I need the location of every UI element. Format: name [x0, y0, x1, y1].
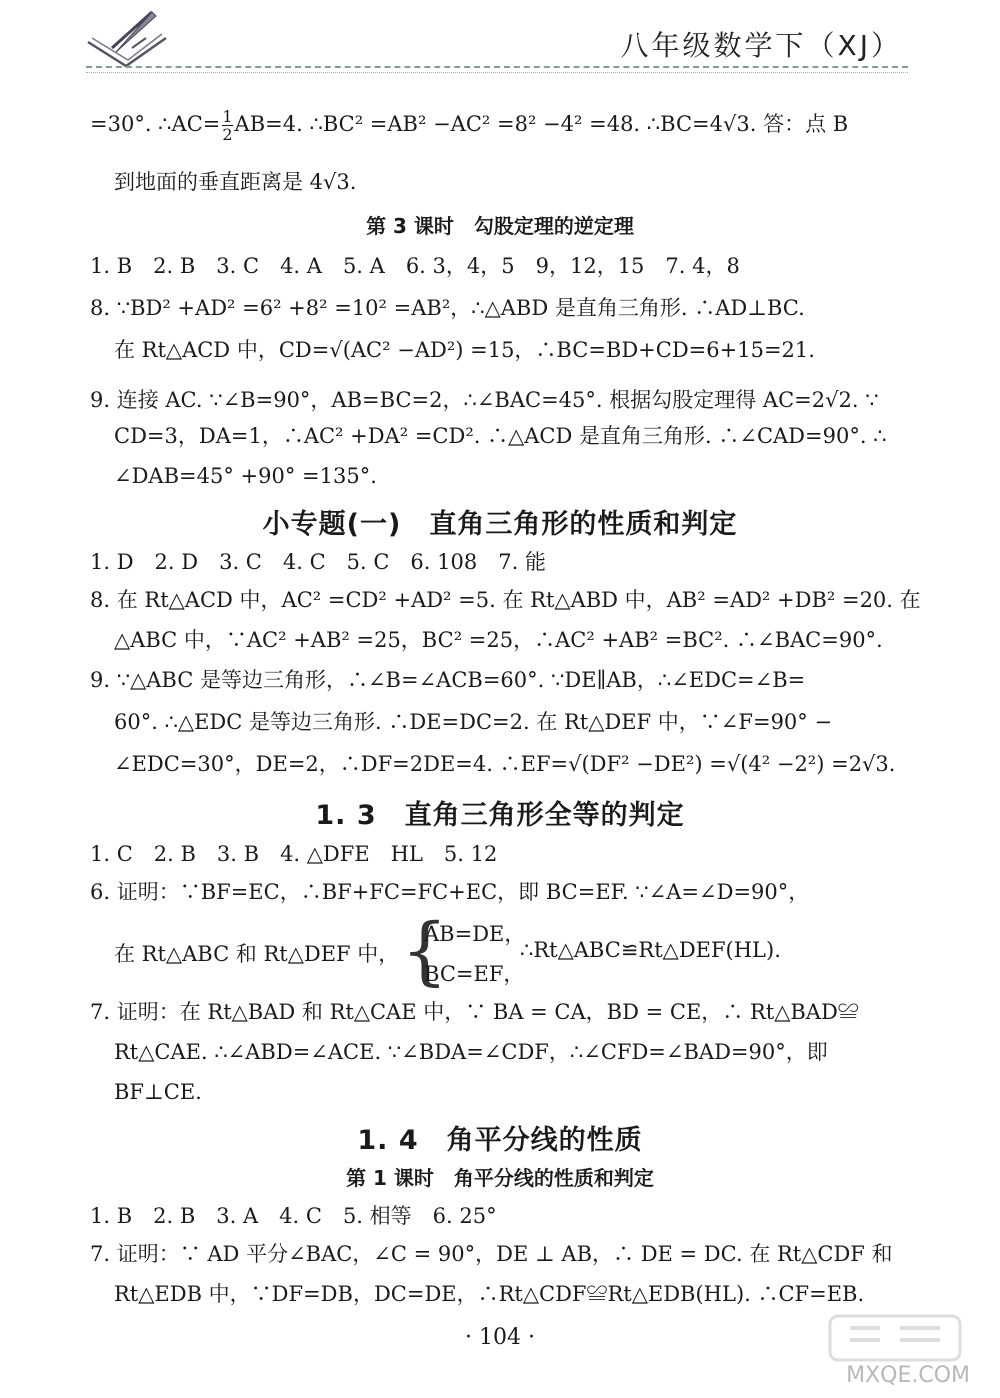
- answer-7: 7. 证明：∵ AD 平分∠BAC，∠C = 90°，DE ⊥ AB，∴ DE = DC. 在 Rt△CDF 和: [90, 1242, 893, 1266]
- answer-9-cont1: 60°. ∴△EDC 是等边三角形. ∴DE=DC=2. 在 Rt△DEF 中，∵∠F=90° −: [114, 710, 833, 734]
- header-divider-dotted: [86, 72, 908, 73]
- pencil-ruler-icon: [82, 8, 172, 72]
- answer-choice-line: 1. C 2. B 3. B 4. △DFE HL 5. 12: [90, 842, 498, 866]
- answer-choice-line: 1. B 2. B 3. A 4. C 5. 相等 6. 25°: [90, 1204, 497, 1228]
- page-number: · 104 ·: [465, 1325, 535, 1350]
- answer-8: 8. 在 Rt△ACD 中，AC² =CD² +AD² =5. 在 Rt△ABD 中，AB² =AD² +DB² =20. 在: [90, 588, 921, 612]
- answer-choice-line: 1. B 2. B 3. C 4. A 5. A 6. 3，4，5 9，12，15 7. 4，8: [90, 254, 740, 278]
- answer-9-cont1: CD=3，DA=1，∴AC² +DA² =CD². ∴△ACD 是直角三角形. ∴∠CAD=90°. ∴: [114, 424, 887, 448]
- answer-8-cont: 在 Rt△ACD 中，CD=√(AC² −AD²) =15，∴BC=BD+CD=6+15=21.: [114, 338, 815, 362]
- fraction-half: $\frac{1}{2}$: [222, 107, 233, 144]
- header-divider: [86, 66, 908, 68]
- answer-8-cont: △ABC 中，∵AC² +AB² =25，BC² =25，∴AC² +AB² =BC². ∴∠BAC=90°.: [114, 628, 883, 652]
- watermark-text: MXQE.COM: [846, 1363, 970, 1388]
- answer-9: 9. 连接 AC. ∵∠B=90°，AB=BC=2，∴∠BAC=45°. 根据勾股定理得 AC=2√2. ∵: [90, 388, 879, 412]
- brace-symbol: {: [401, 908, 449, 994]
- continued-solution-line-1: =30°. ∴AC= $\frac{1}{2}$ AB=4. ∴BC² =AB² −AC² =8² −4² =48. ∴BC=4√3. 答：点 B: [90, 107, 849, 144]
- section-title-1-4: 1. 4 角平分线的性质: [357, 1125, 643, 1156]
- answer-6: 6. 证明：∵BF=EC，∴BF+FC=FC+EC，即 BC=EF. ∵∠A=∠D=90°，: [90, 880, 810, 904]
- answer-9-cont2: ∠DAB=45° +90° =135°.: [114, 464, 377, 488]
- section-title-1-3: 1. 3 直角三角形全等的判定: [315, 800, 685, 831]
- book-title: 八年级数学下（XJ）: [620, 29, 902, 62]
- answer-9: 9. ∵△ABC 是等边三角形，∴∠B=∠ACB=60°. ∵DE∥AB，∴∠EDC=∠B=: [90, 668, 806, 692]
- continued-solution-line-2: 到地面的垂直距离是 4√3.: [114, 170, 357, 194]
- answer-7-cont: Rt△EDB 中，∵DF=DB，DC=DE，∴Rt△CDF≌Rt△EDB(HL). ∴CF=EB.: [114, 1282, 865, 1306]
- answer-6-cont: 在 Rt△ABC 和 Rt△DEF 中，: [114, 942, 400, 966]
- congruence-conclusion: ∴Rt△ABC≌Rt△DEF(HL).: [520, 938, 781, 962]
- section-title-lesson3: 第 3 课时 勾股定理的逆定理: [366, 214, 634, 238]
- page-header: [0, 0, 1000, 90]
- answer-7-cont1: Rt△CAE. ∴∠ABD=∠ACE. ∵∠BDA=∠CDF，∴∠CFD=∠BAD=90°，即: [114, 1040, 828, 1064]
- condition-bottom: BC=EF，: [424, 962, 525, 986]
- answer-choice-line: 1. D 2. D 3. C 4. C 5. C 6. 108 7. 能: [90, 550, 546, 574]
- answer-8: 8. ∵BD² +AD² =6² +8² =10² =AB²，∴△ABD 是直角三角形. ∴AD⊥BC.: [90, 296, 805, 320]
- answer-9-cont2: ∠EDC=30°，DE=2，∴DF=2DE=4. ∴EF=√(DF² −DE²) =√(4² −2²) =2√3.: [114, 752, 896, 776]
- section-title-topic1: 小专题(一) 直角三角形的性质和判定: [262, 509, 738, 540]
- condition-top: AB=DE，: [424, 922, 526, 946]
- answer-7: 7. 证明：在 Rt△BAD 和 Rt△CAE 中，∵ BA = CA，BD = CE，∴ Rt△BAD≌: [90, 1000, 859, 1024]
- answer-7-cont2: BF⊥CE.: [114, 1080, 202, 1104]
- subsection-title-lesson1: 第 1 课时 角平分线的性质和判定: [346, 1166, 654, 1190]
